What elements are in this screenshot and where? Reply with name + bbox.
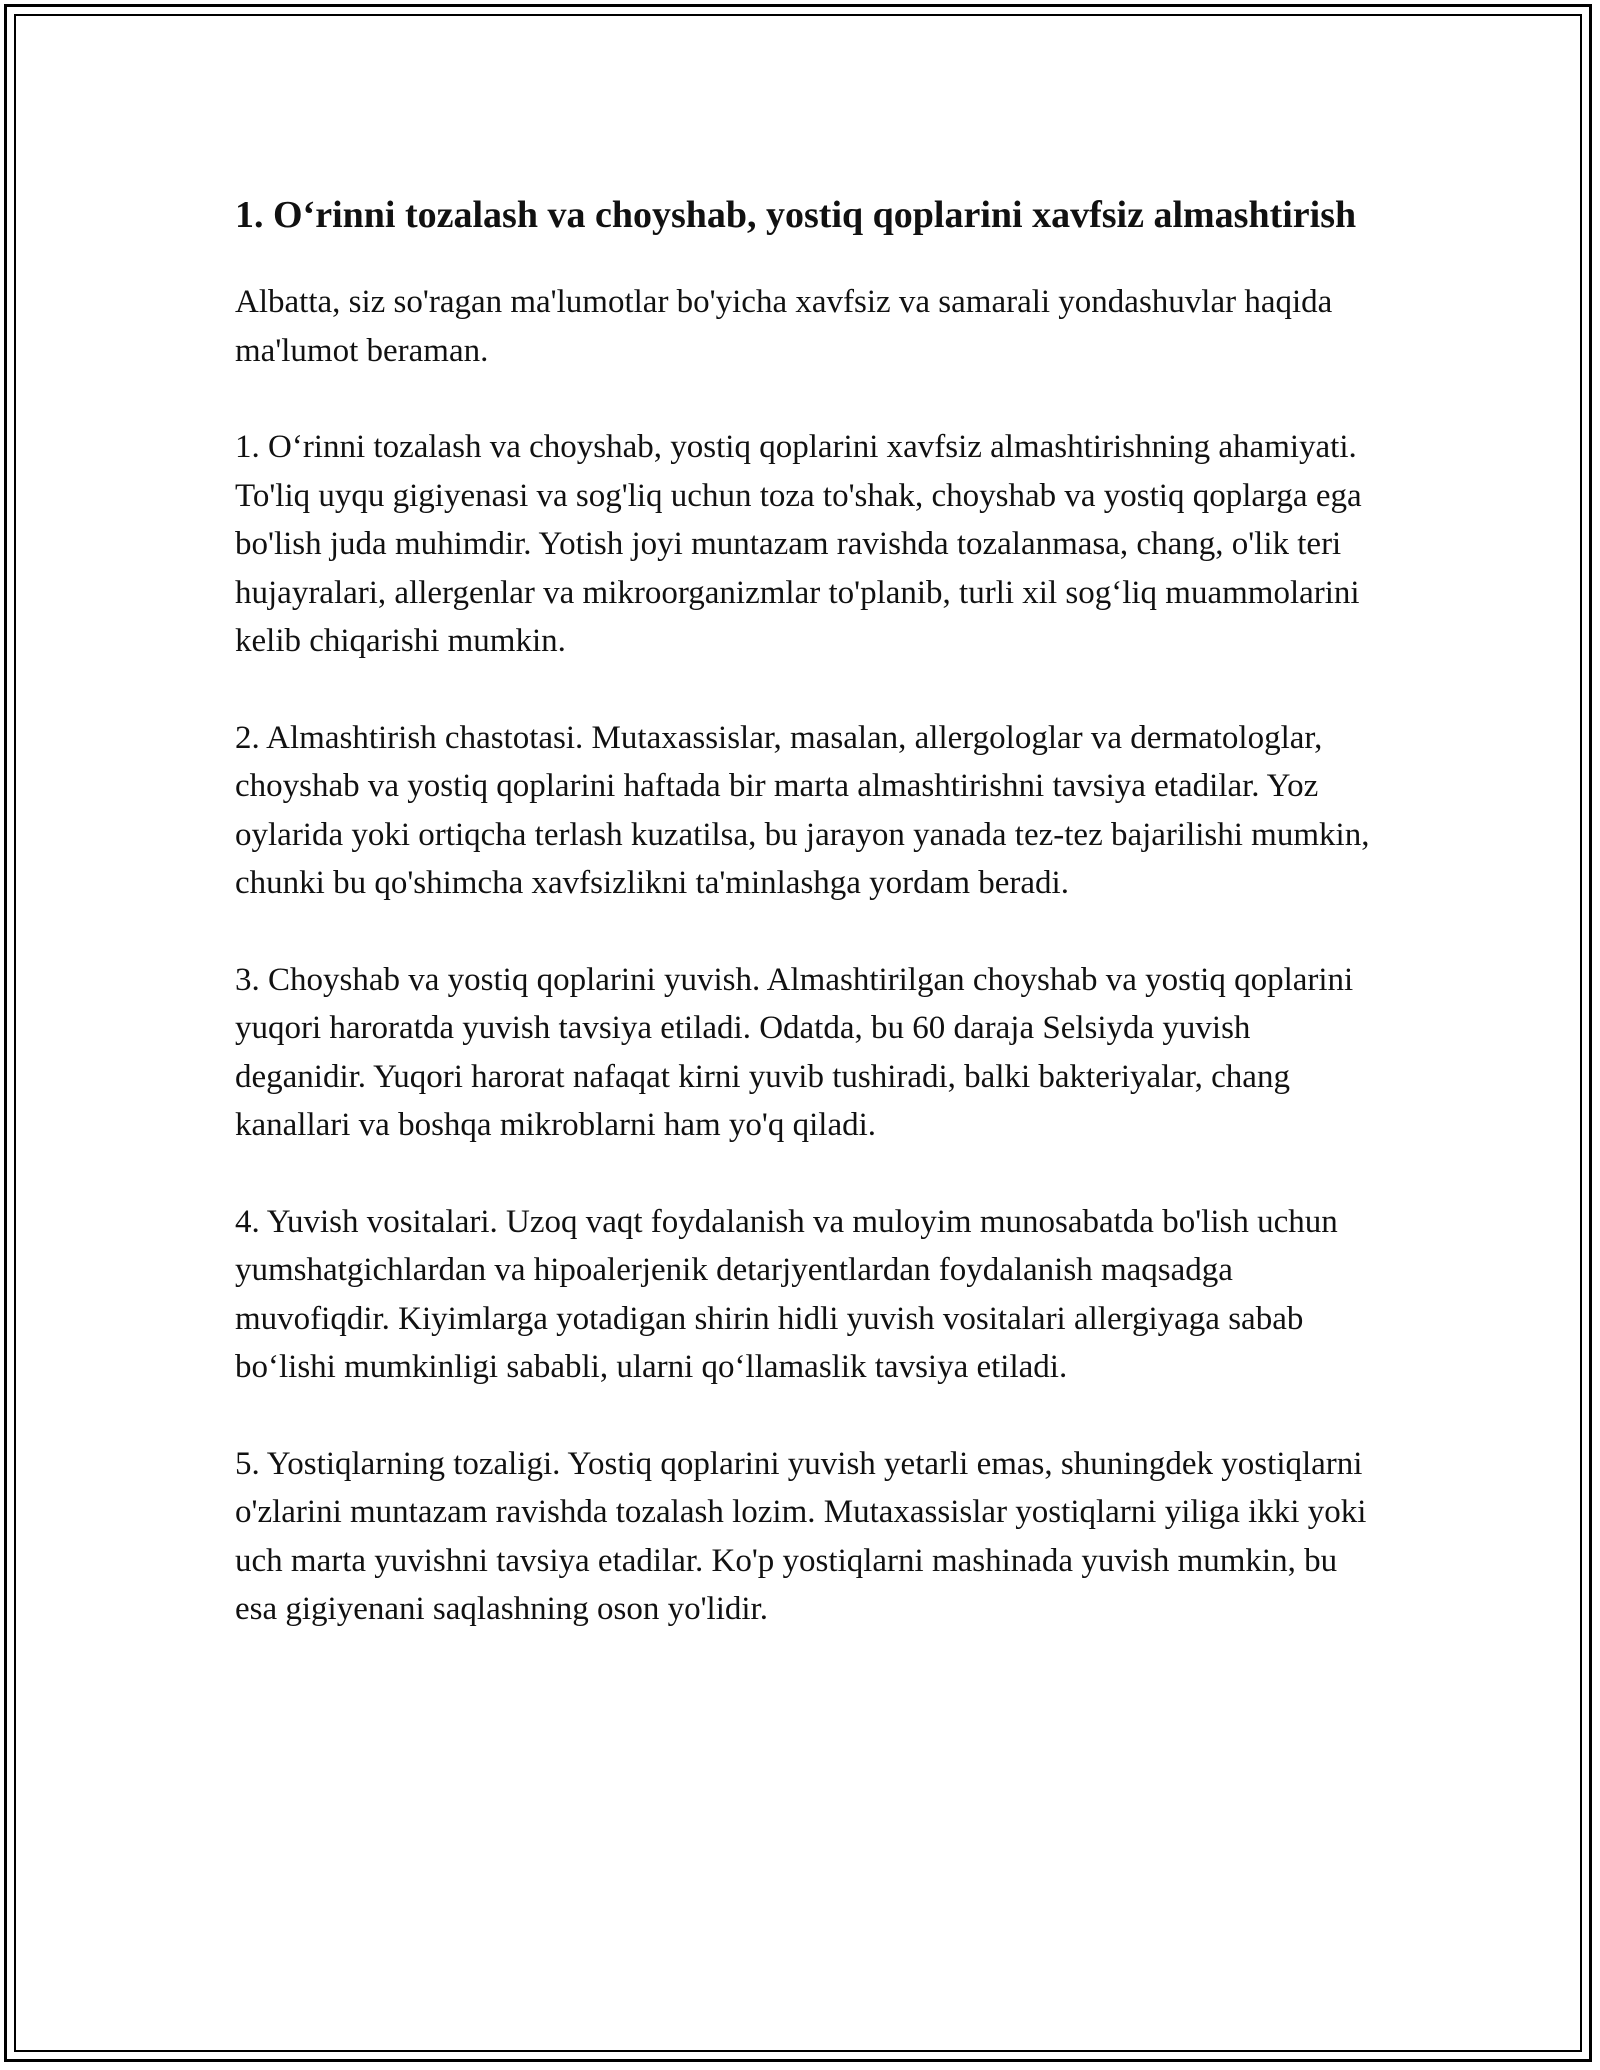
intro-paragraph: Albatta, siz so'ragan ma'lumotlar bo'yicha xavfsiz va samarali yondashuvlar haqida ma'lumot beraman.: [235, 284, 1333, 369]
paragraph-2-frequency: 2. Almashtirish chastotasi. Mutaxassislar, masalan, allergologlar va dermatologlar, choyshab va yostiq qoplarini haftada bir marta almashtirishni tavsiya etadilar. Yoz oylarida yoki ortiqcha terlash kuzatilsa, bu jarayon yanada tez-tez bajarilishi mumkin, chunki bu qo'shimcha xavfsizlikni ta'minlashga yordam beradi.: [235, 719, 1370, 901]
paragraph-3-washing: 3. Choyshab va yostiq qoplarini yuvish. Almashtirilgan choyshab va yostiq qoplarini yuqori haroratda yuvish tavsiya etiladi. Odatda, bu 60 daraja Selsiyda yuvish deganidir. Yuqori harorat nafaqat kirni yuvib tushiradi, balki bakteriyalar, chang kanallari va boshqa mikroblarni ham yo'q qiladi.: [235, 961, 1354, 1143]
paragraph-1-importance: 1. O‘rinni tozalash va choyshab, yostiq qoplarini xavfsiz almashtirishning ahamiyati. To'liq uyqu gigiyenasi va sog'liq uchun toza to'shak, choyshab va yostiq qoplarga ega bo'lish juda muhimdir. Yotish joyi muntazam ravishda tozalanmasa, chang, o'lik teri hujayralari, allergenlar va mikroorganizmlar to'planib, turli xil sog‘liq muammolarini kelib chiqarishi mumkin.: [235, 429, 1362, 659]
document-body: [235, 188, 1375, 1682]
paragraph-4-detergents: 4. Yuvish vositalari. Uzoq vaqt foydalanish va muloyim munosabatda bo'lish uchun yumshatgichlardan va hipoalerjenik detarjyentlardan foydalanish maqsadga muvofiqdir. Kiyimlarga yotadigan shirin hidli yuvish vositalari allergiyaga sabab bo‘lishi mumkinligi sababli, ularni qo‘llamaslik tavsiya etiladi.: [235, 1203, 1338, 1385]
paragraph-5-pillows: 5. Yostiqlarning tozaligi. Yostiq qoplarini yuvish yetarli emas, shuningdek yostiqlarni o'zlarini muntazam ravishda tozalash lozim. Mutaxassislar yostiqlarni yiliga ikki yoki uch marta yuvishni tavsiya etadilar. Ko'p yostiqlarni mashinada yuvish mumkin, bu esa gigiyenani saqlashning oson yo'lidir.: [235, 1445, 1367, 1627]
document-title: 1. O‘rinni tozalash va choyshab, yostiq qoplarini xavfsiz almashtirish: [235, 194, 1357, 236]
